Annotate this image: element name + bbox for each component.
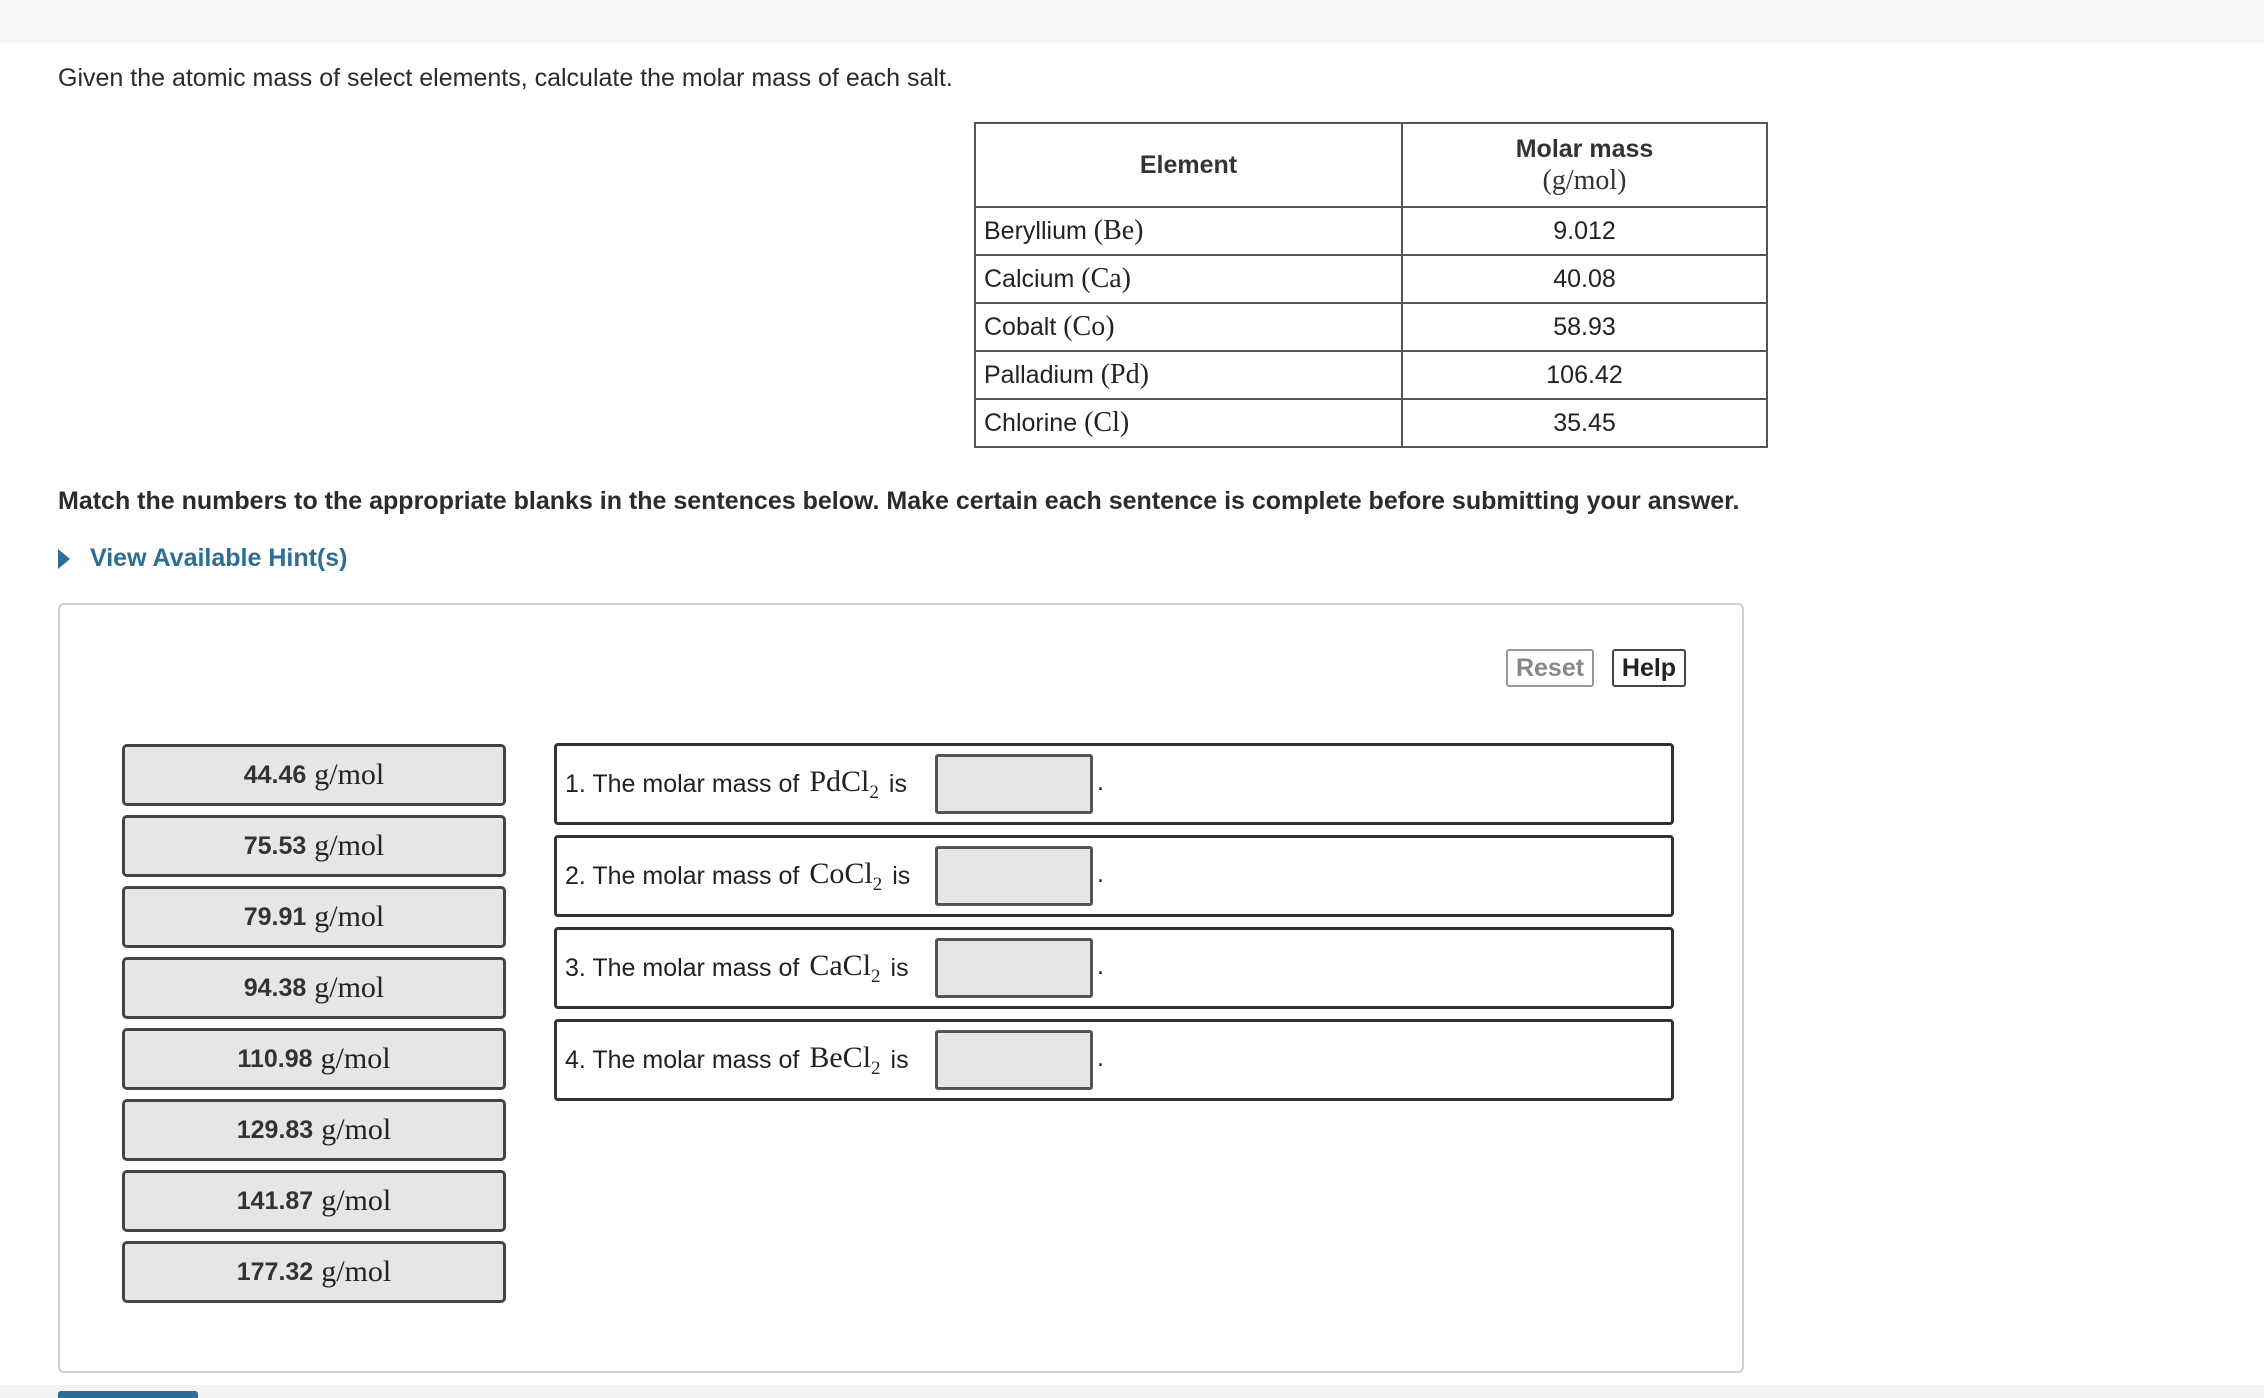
formula-subscript: 2 [869,781,879,803]
sentence-period: . [1097,768,1104,796]
element-symbol: (Ca) [1081,263,1132,294]
sentence-text [565,746,907,822]
element-name: Chlorine [984,409,1078,437]
formula-main: BeCl [809,1040,872,1074]
mass-cell: 9.012 [1402,207,1767,255]
chip-value: 94.38 [243,973,307,1002]
sentence-period: . [1097,1044,1104,1072]
formula-subscript: 2 [872,873,883,895]
formula-subscript: 2 [871,965,881,987]
view-hints-label: View Available Hint(s) [90,544,348,572]
header-molar-mass [1402,123,1767,207]
chip-value: 110.98 [237,1044,313,1073]
element-name: Cobalt [984,313,1057,341]
table-row [975,255,1767,303]
sentence-prefix: 2. The molar mass of [565,861,800,890]
element-name: Calcium [984,265,1075,293]
sentence-prefix: 3. The molar mass of [565,953,800,982]
table-row [975,351,1767,399]
element-cell [975,303,1402,351]
sentence-text [565,838,910,914]
sentence-suffix: is [888,769,907,798]
salt-formula [809,949,880,988]
drop-target[interactable] [935,1030,1093,1090]
chip-unit: g/mol [321,1184,392,1217]
header-unit: (g/mol) [1542,165,1627,196]
answer-chip[interactable] [122,1241,506,1303]
table-row [975,399,1767,447]
element-cell [975,399,1402,447]
element-name: Palladium [984,361,1094,389]
chip-unit: g/mol [314,971,385,1004]
chip-unit: g/mol [314,758,385,791]
drop-target[interactable] [935,754,1093,814]
element-cell [975,255,1402,303]
sentence-suffix: is [890,953,909,982]
header-element: Element [975,123,1402,207]
instructions-text: Match the numbers to the appropriate blanks in the sentences below. Make certain each sentence is complete before submitting your answer. [58,487,1740,515]
drop-target[interactable] [935,846,1093,906]
formula-main: PdCl [809,764,870,798]
chip-unit: g/mol [314,829,385,862]
sentence-period: . [1097,860,1104,888]
sentence-prefix: 1. The molar mass of [565,769,800,798]
mass-cell: 40.08 [1402,255,1767,303]
table-row [975,207,1767,255]
formula-subscript: 2 [871,1057,881,1079]
chip-unit: g/mol [321,1113,392,1146]
chip-unit: g/mol [320,1042,391,1075]
salt-formula [809,857,882,896]
formula-main: CoCl [809,856,873,890]
chip-value: 44.46 [243,760,307,789]
answer-chip[interactable] [122,1028,506,1090]
element-symbol: (Pd) [1100,359,1149,390]
element-cell [975,207,1402,255]
chip-value: 177.32 [236,1257,314,1286]
sentence-box [554,927,1674,1009]
sentence-suffix: is [892,861,911,890]
mass-cell: 35.45 [1402,399,1767,447]
chip-value: 129.83 [236,1115,314,1144]
element-symbol: (Co) [1063,311,1115,342]
element-symbol: (Cl) [1084,407,1130,438]
help-button[interactable]: Help [1612,649,1686,687]
chip-value: 79.91 [243,902,307,931]
caret-right-icon [58,549,70,569]
chip-value: 75.53 [243,831,307,860]
sentence-text [565,930,909,1006]
sentence-period: . [1097,952,1104,980]
formula-main: CaCl [809,948,872,982]
element-name: Beryllium [984,217,1087,245]
mass-cell: 58.93 [1402,303,1767,351]
sentence-text [565,1022,909,1098]
element-symbol: (Be) [1093,215,1144,246]
chip-unit: g/mol [321,1255,392,1288]
mass-cell: 106.42 [1402,351,1767,399]
sentence-suffix: is [890,1045,909,1074]
sentence-box [554,1019,1674,1101]
sentence-box [554,743,1674,825]
chip-unit: g/mol [314,900,385,933]
problem-intro: Given the atomic mass of select elements, calculate the molar mass of each salt. [58,64,953,92]
answer-chip[interactable] [122,1170,506,1232]
sentence-box [554,835,1674,917]
view-hints-link[interactable] [58,544,347,573]
submit-button[interactable] [58,1391,198,1398]
element-cell [975,351,1402,399]
drag-drop-workspace [58,603,1744,1373]
answer-chip[interactable] [122,1099,506,1161]
bottom-bar [0,1385,2264,1398]
answer-chip[interactable] [122,815,506,877]
chip-value: 141.87 [236,1186,314,1215]
drop-target[interactable] [935,938,1093,998]
answer-chip[interactable] [122,744,506,806]
header-molar-mass-label: Molar mass [1515,135,1654,163]
reset-button[interactable]: Reset [1506,649,1594,687]
salt-formula [809,1041,880,1080]
sentence-prefix: 4. The molar mass of [565,1045,800,1074]
salt-formula [809,765,879,804]
atomic-mass-table [974,122,1768,448]
table-header-row [975,123,1767,207]
answer-chip[interactable] [122,886,506,948]
answer-chip[interactable] [122,957,506,1019]
table-row [975,303,1767,351]
